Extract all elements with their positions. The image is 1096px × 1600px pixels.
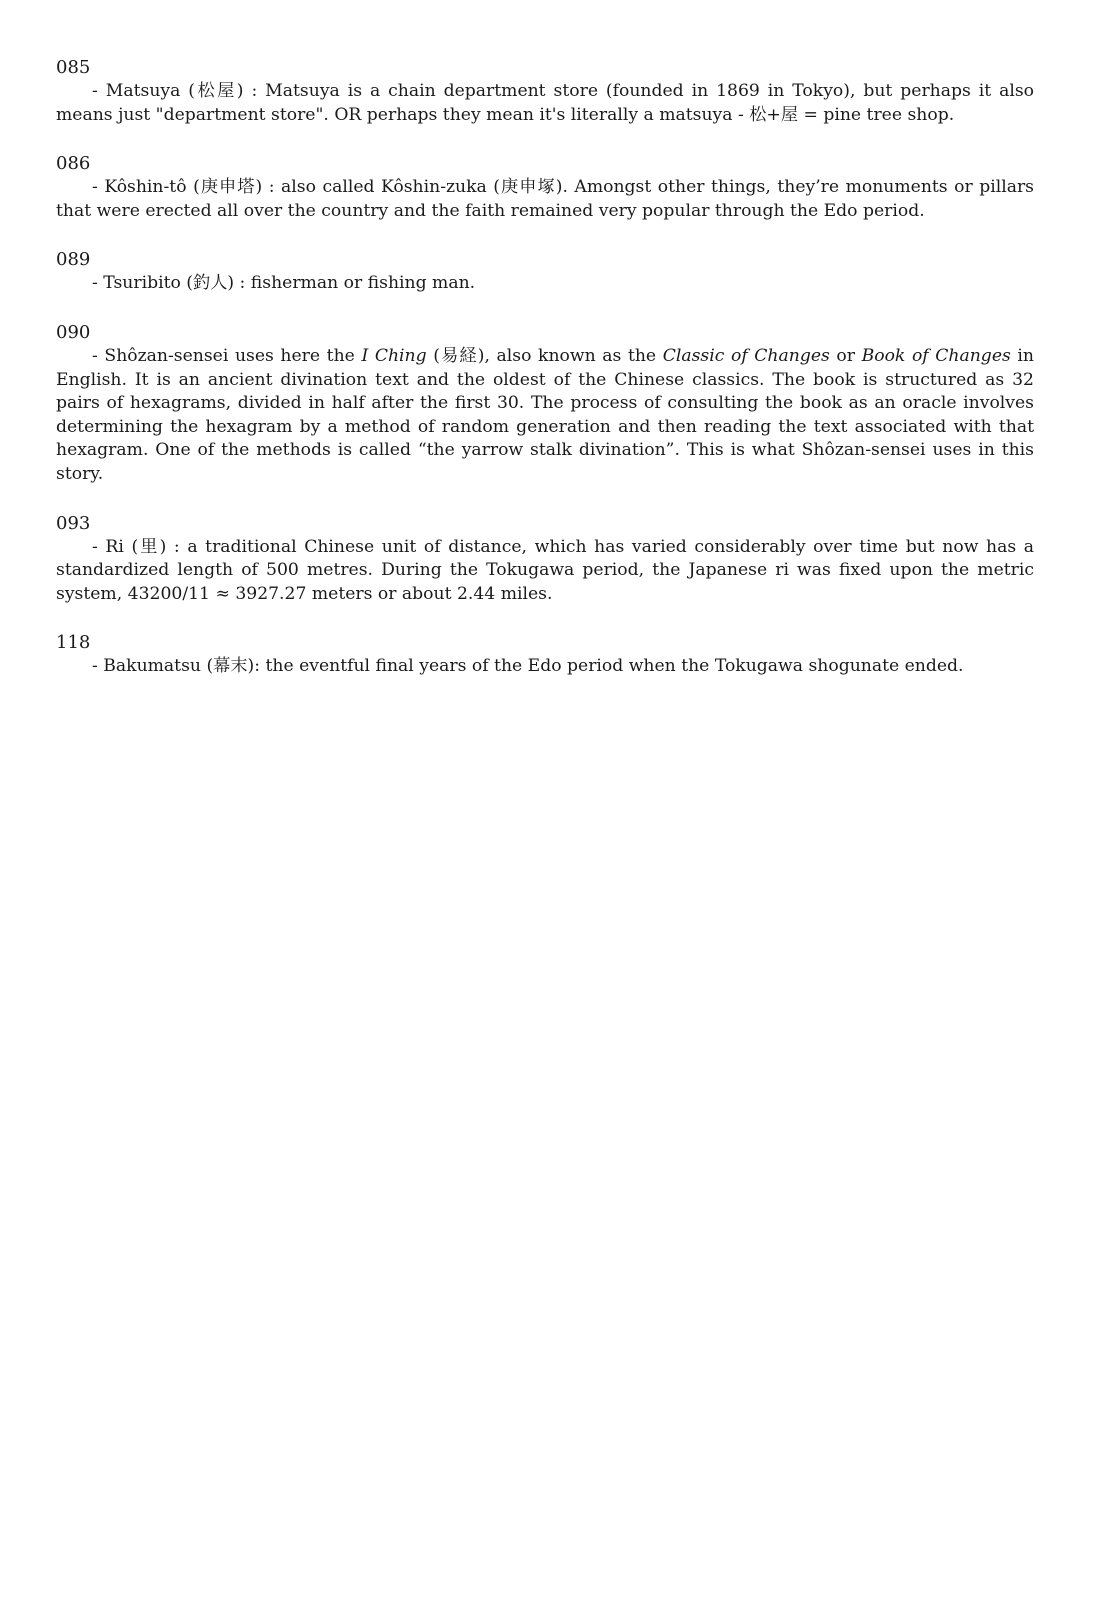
- note-text: - Matsuya (松屋) : Matsuya is a chain department store (founded in 1869 in Tokyo), but perhaps it also means just "department store". OR perhaps they mean it's literally a matsuya - 松+屋 = pine tree shop.: [56, 81, 1034, 125]
- book-title-i-ching: I Ching: [361, 345, 427, 366]
- note-086: [56, 152, 1034, 223]
- book-title-classic-of-changes: Classic of Changes: [662, 345, 830, 366]
- note-089: [56, 248, 1034, 296]
- note-text: [56, 345, 1034, 487]
- text-segment: in English. It is an ancient divination text and the oldest of the Chinese classics. The book is structured as 32 pairs of hexagrams, divided in half after the first 30. The process of consulting the book as an oracle involves determining the hexagram by a method of random generation and then reading the text associated with that hexagram. One of the methods is called “the yarrow stalk divination”. This is what Shôzan-sensei uses in this story.: [56, 345, 1034, 484]
- note-118: [56, 631, 1034, 679]
- text-segment: (易経), also known as the: [426, 345, 663, 366]
- note-number: 086: [56, 153, 91, 175]
- note-number: 085: [56, 57, 91, 78]
- book-title-book-of-changes: Book of Changes: [861, 345, 1011, 366]
- note-text: - Kôshin-tô (庚申塔) : also called Kôshin-zuka (庚申塚). Amongst other things, they’re monuments or pillars that were erected all over the country and the faith remained very popular through the Edo period.: [56, 177, 1034, 221]
- note-text: - Tsuribito (釣人) : fisherman or fishing man.: [92, 273, 476, 294]
- note-090: [56, 321, 1034, 487]
- note-text: - Bakumatsu (幕末): the eventful final years of the Edo period when the Tokugawa shogunate ended.: [92, 656, 964, 677]
- note-text: - Ri (里) : a traditional Chinese unit of distance, which has varied considerably over time but now has a standardized length of 500 metres. During the Tokugawa period, the Japanese ri was fixed upon the metric system, 43200/11 ≈ 3927.27 meters or about 2.44 miles.: [56, 536, 1034, 604]
- note-number: 090: [56, 321, 91, 343]
- note-number: 118: [56, 632, 91, 654]
- text-segment: or: [829, 345, 862, 366]
- note-093: [56, 512, 1034, 607]
- text-segment: - Shôzan-sensei uses here the: [92, 345, 362, 366]
- translation-notes-page: [56, 56, 1034, 704]
- note-number: 089: [56, 249, 91, 271]
- note-085: [56, 56, 1034, 127]
- note-number: 093: [56, 512, 91, 534]
